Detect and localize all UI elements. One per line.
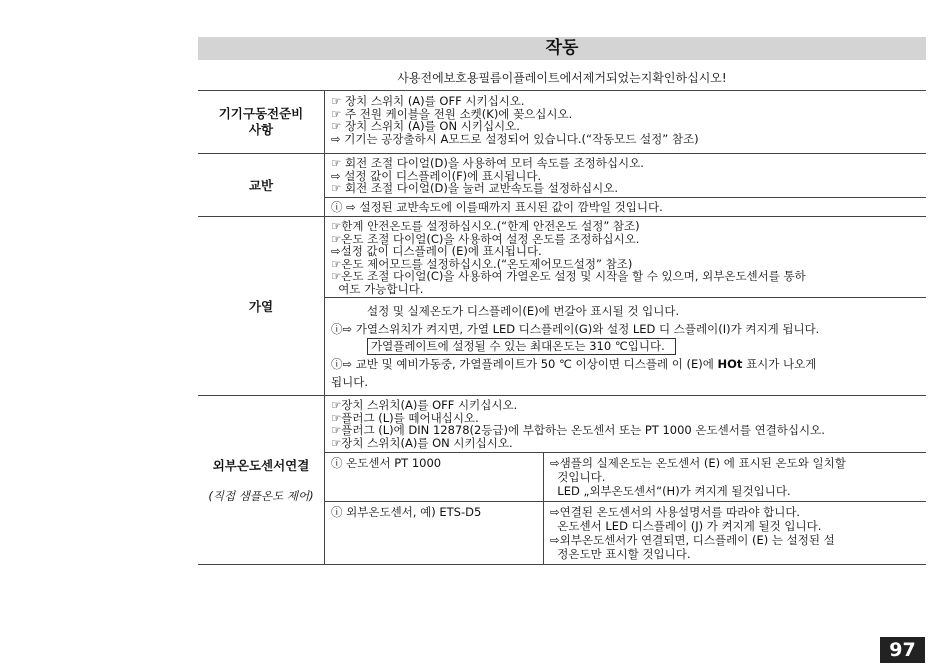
section-label-stir: 교반 [198, 154, 325, 217]
instruction-line: ☞장치 스위치(A)를 OFF 시키십시오. [331, 398, 518, 412]
section-label-prep: 기기구동전준비 사항 [198, 91, 325, 154]
sensor-table [325, 452, 926, 564]
section-stir [198, 154, 926, 217]
instruction-line: ☞장치 스위치(A)를 ON 시키십시오. [331, 435, 513, 450]
instruction-line: ☞ 장치 스위치 (A)를 OFF 시키십시오. [331, 94, 525, 108]
info-note: 설정 및 실제온도가 디스플레이(E)에 번갈아 표시될 것 입니다. [367, 304, 680, 318]
instruction-line: ☞ 회전 조절 다이얼(D)을 눌러 교반속도를 설정하십시오. [331, 181, 619, 195]
info-note: 됩니다. [331, 375, 368, 389]
info-note: ⓘ⇨ 교반 및 예비가동중, 가열플레이트가 50 ℃ 이상이면 디스플레 이 (E)에 HOt 표시가 나오게 [331, 357, 817, 371]
operation-table [198, 90, 926, 565]
sensor-name: ⓘ 온도센서 PT 1000 [325, 453, 544, 502]
section-sublabel: (직접 샘플온도 제어) [208, 489, 314, 503]
section-external-sensor [198, 396, 926, 565]
instruction-line: 여도 가능합니다. [331, 281, 424, 296]
intro-warning: 사용전에보호용필름이플레이트에서제거되었는지확인하십시오! [397, 71, 727, 85]
sensor-description: ⇨연결된 온도센서의 사용설명서를 따라야 합니다. 온도센서 LED 디스플레이 (J) 가 켜지게 될것 입니다. ⇨외부온도센서가 연결되면, 디스플레이 (E) 는 설정된 설 정온도만 표시할 것입니다. [544, 502, 927, 565]
section-label-external-sensor: 외부온도센서연결 (직접 샘플온도 제어) [198, 396, 325, 565]
instruction-line: ☞ 주 전원 케이블을 전원 소켓(K)에 꽂으십시오. [331, 106, 573, 121]
instruction-line: ☞한계 안전온도를 설정하십시오.(“한계 안전온도 설정” 참조) [331, 219, 640, 233]
sensor-name: ⓘ 외부온도센서, 예) ETS-D5 [325, 502, 544, 565]
instruction-line: ☞플러그 (L)를 떼어내십시오. [331, 410, 479, 425]
instruction-line: ☞온도 조절 다이얼(C)을 사용하여 가열온도 설정 및 시작을 할 수 있으며, 외부온도센서를 통하 [331, 269, 806, 283]
instruction-line: ☞ 회전 조절 다이얼(D)을 사용하여 모터 속도를 조정하십시오. [331, 156, 644, 170]
heat-notes [325, 297, 926, 395]
info-note: ⓘ⇨ 가열스위치가 켜지면, 가열 LED 디스플레이(G)와 설정 LED 디 스플레이(I)가 켜지게 됩니다. [331, 322, 820, 336]
instruction-line: ☞플러그 (L)에 DIN 12878(2등급)에 부합하는 온도센서 또는 PT 1000 온도센서를 연결하십시오. [331, 423, 825, 437]
instruction-line: ⇨ 설정 값이 디스플레이(F)에 표시됩니다. [331, 168, 542, 183]
page-title: 작동 [198, 37, 926, 60]
instruction-line: ⇨ 기기는 공장출하시 A모드로 설정되어 있습니다.(“작동모드 설정” 참조) [331, 131, 699, 146]
sensor-row-ets [325, 502, 926, 565]
instruction-line: ⇨설정 값이 디스플레이 (E)에 표시됩니다. [331, 244, 542, 258]
section-heat [198, 217, 926, 396]
sensor-row-pt1000 [325, 453, 926, 502]
hot-display-indicator: HOt [717, 357, 743, 371]
section-prep [198, 91, 926, 154]
instruction-line: ☞온도 조절 다이얼(C)을 사용하여 설정 온도를 조정하십시오. [331, 231, 640, 246]
max-temp-note: 가열플레이트에 설정될 수 있는 최대온도는 310 ℃입니다. [367, 338, 676, 355]
instruction-line: ☞ 장치 스위치 (A)를 ON 시키십시오. [331, 119, 520, 133]
section-label-heat: 가열 [198, 217, 325, 396]
instruction-line: ☞온도 제어모드를 설정하십시오.(“온도제어모드설정” 참조) [331, 256, 633, 271]
sensor-description: ⇨샘플의 실제온도는 온도센서 (E) 에 표시된 온도와 일치할 것입니다. LED „외부온도센서“(H)가 켜지게 될것입니다. [544, 453, 927, 502]
page-number: 97 [880, 637, 925, 663]
info-note: ⓘ ⇨ 설정된 교반속도에 이를때까지 표시된 값이 깜박일 것입니다. [325, 197, 926, 217]
